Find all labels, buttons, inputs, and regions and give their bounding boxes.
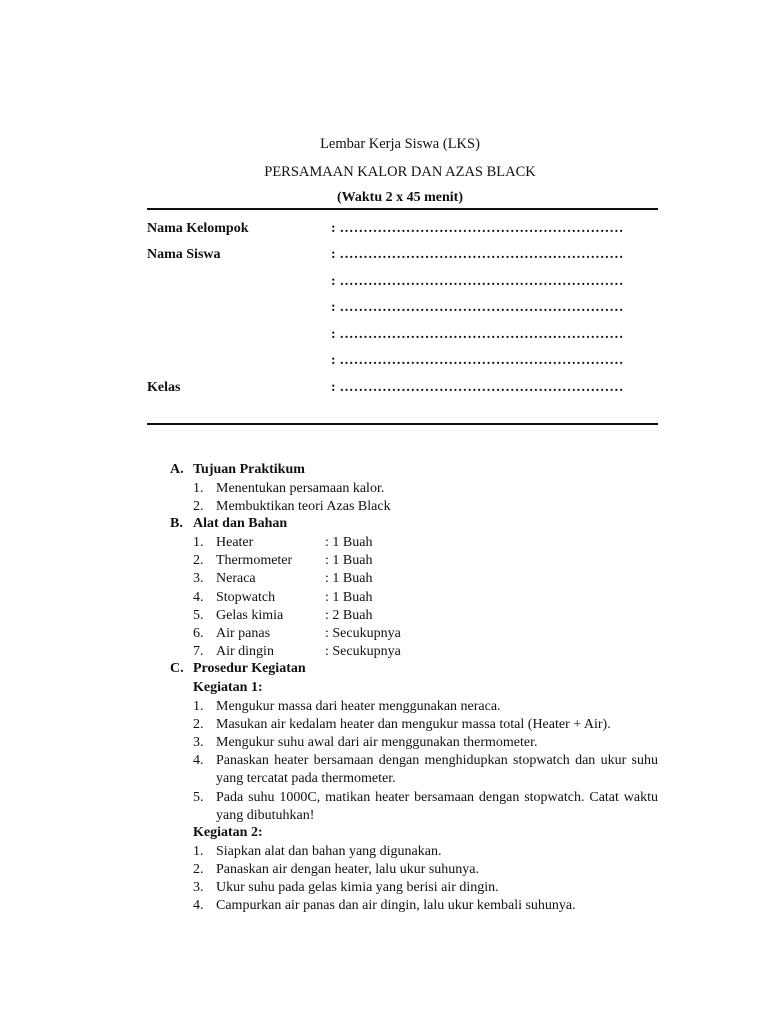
list-number: 4. <box>193 898 204 913</box>
equipment-quantity: : Secukupnya <box>325 644 401 659</box>
identity-blank: : …………………………………………………… <box>331 300 624 315</box>
list-number: 1. <box>193 844 204 859</box>
equipment-name: Air dingin <box>216 644 274 659</box>
list-number: 3. <box>193 880 204 895</box>
identity-row-student-name <box>147 247 658 265</box>
identity-blank: : …………………………………………………… <box>331 380 624 395</box>
worksheet-duration: (Waktu 2 x 45 menit) <box>337 190 463 205</box>
section-title: Alat dan Bahan <box>193 516 288 531</box>
list-number: 5. <box>193 790 204 805</box>
list-text: Menentukan persamaan kalor. <box>216 481 385 496</box>
section-title: Prosedur Kegiatan <box>193 661 306 676</box>
list-number: 4. <box>193 590 204 605</box>
step-text: Mengukur suhu awal dari air menggunakan thermometer. <box>216 735 538 750</box>
identity-blank: : …………………………………………………… <box>331 353 624 368</box>
identity-blank: : …………………………………………………… <box>331 247 624 262</box>
section-title: Tujuan Praktikum <box>193 462 305 477</box>
list-number: 2. <box>193 553 204 568</box>
identity-label: Nama Siswa <box>147 247 221 262</box>
step-text: Panaskan air dengan heater, lalu ukur suhunya. <box>216 862 480 877</box>
kegiatan-2-heading: Kegiatan 2: <box>193 825 263 840</box>
identity-blank: : …………………………………………………… <box>331 221 624 236</box>
list-number: 2. <box>193 499 204 514</box>
step-text: Campurkan air panas dan air dingin, lalu ukur kembali suhunya. <box>216 898 576 913</box>
equipment-quantity: : 1 Buah <box>325 535 373 550</box>
list-number: 1. <box>193 699 204 714</box>
list-number: 2. <box>193 862 204 877</box>
identity-row-student-name-5 <box>147 353 658 371</box>
list-number: 3. <box>193 735 204 750</box>
step-text: Mengukur massa dari heater menggunakan neraca. <box>216 699 501 714</box>
equipment-quantity: : 1 Buah <box>325 571 373 586</box>
list-number: 6. <box>193 626 204 641</box>
header-divider-top <box>147 208 658 210</box>
section-letter: B. <box>170 516 183 531</box>
list-number: 1. <box>193 481 204 496</box>
step-text: Pada suhu 1000C, matikan heater bersamaan dengan stopwatch. Catat waktu yang dibutuhkan! <box>216 790 658 823</box>
identity-blank: : …………………………………………………… <box>331 274 624 289</box>
identity-label: Kelas <box>147 380 181 395</box>
equipment-name: Gelas kimia <box>216 608 284 623</box>
equipment-quantity: : 2 Buah <box>325 608 373 623</box>
equipment-name: Thermometer <box>216 553 293 568</box>
identity-blank: : …………………………………………………… <box>331 327 624 342</box>
list-number: 7. <box>193 644 204 659</box>
step-text: Panaskan heater bersamaan dengan menghidupkan stopwatch dan ukur suhu yang tercatat pada thermometer. <box>216 753 658 786</box>
identity-label: Nama Kelompok <box>147 221 249 236</box>
identity-row-student-name-2 <box>147 274 658 292</box>
list-text: Membuktikan teori Azas Black <box>216 499 391 514</box>
list-number: 3. <box>193 571 204 586</box>
section-letter: A. <box>170 462 184 477</box>
list-number: 5. <box>193 608 204 623</box>
equipment-name: Heater <box>216 535 254 550</box>
equipment-name: Stopwatch <box>216 590 276 605</box>
identity-row-student-name-3 <box>147 300 658 318</box>
equipment-name: Neraca <box>216 571 256 586</box>
list-number: 1. <box>193 535 204 550</box>
identity-row-group-name <box>147 221 658 239</box>
equipment-quantity: : Secukupnya <box>325 626 401 641</box>
header-divider-bottom <box>147 423 658 425</box>
identity-row-class <box>147 380 658 398</box>
worksheet-subtitle: PERSAMAAN KALOR DAN AZAS BLACK <box>264 164 536 180</box>
equipment-name: Air panas <box>216 626 271 641</box>
step-text: Ukur suhu pada gelas kimia yang berisi air dingin. <box>216 880 499 895</box>
identity-row-student-name-4 <box>147 327 658 345</box>
step-text: Masukan air kedalam heater dan mengukur massa total (Heater + Air). <box>216 717 611 732</box>
equipment-quantity: : 1 Buah <box>325 553 373 568</box>
list-number: 4. <box>193 753 204 768</box>
kegiatan-1-heading: Kegiatan 1: <box>193 680 263 695</box>
worksheet-title: Lembar Kerja Siswa (LKS) <box>320 136 480 152</box>
equipment-quantity: : 1 Buah <box>325 590 373 605</box>
section-letter: C. <box>170 661 184 676</box>
step-text: Siapkan alat dan bahan yang digunakan. <box>216 844 442 859</box>
list-number: 2. <box>193 717 204 732</box>
